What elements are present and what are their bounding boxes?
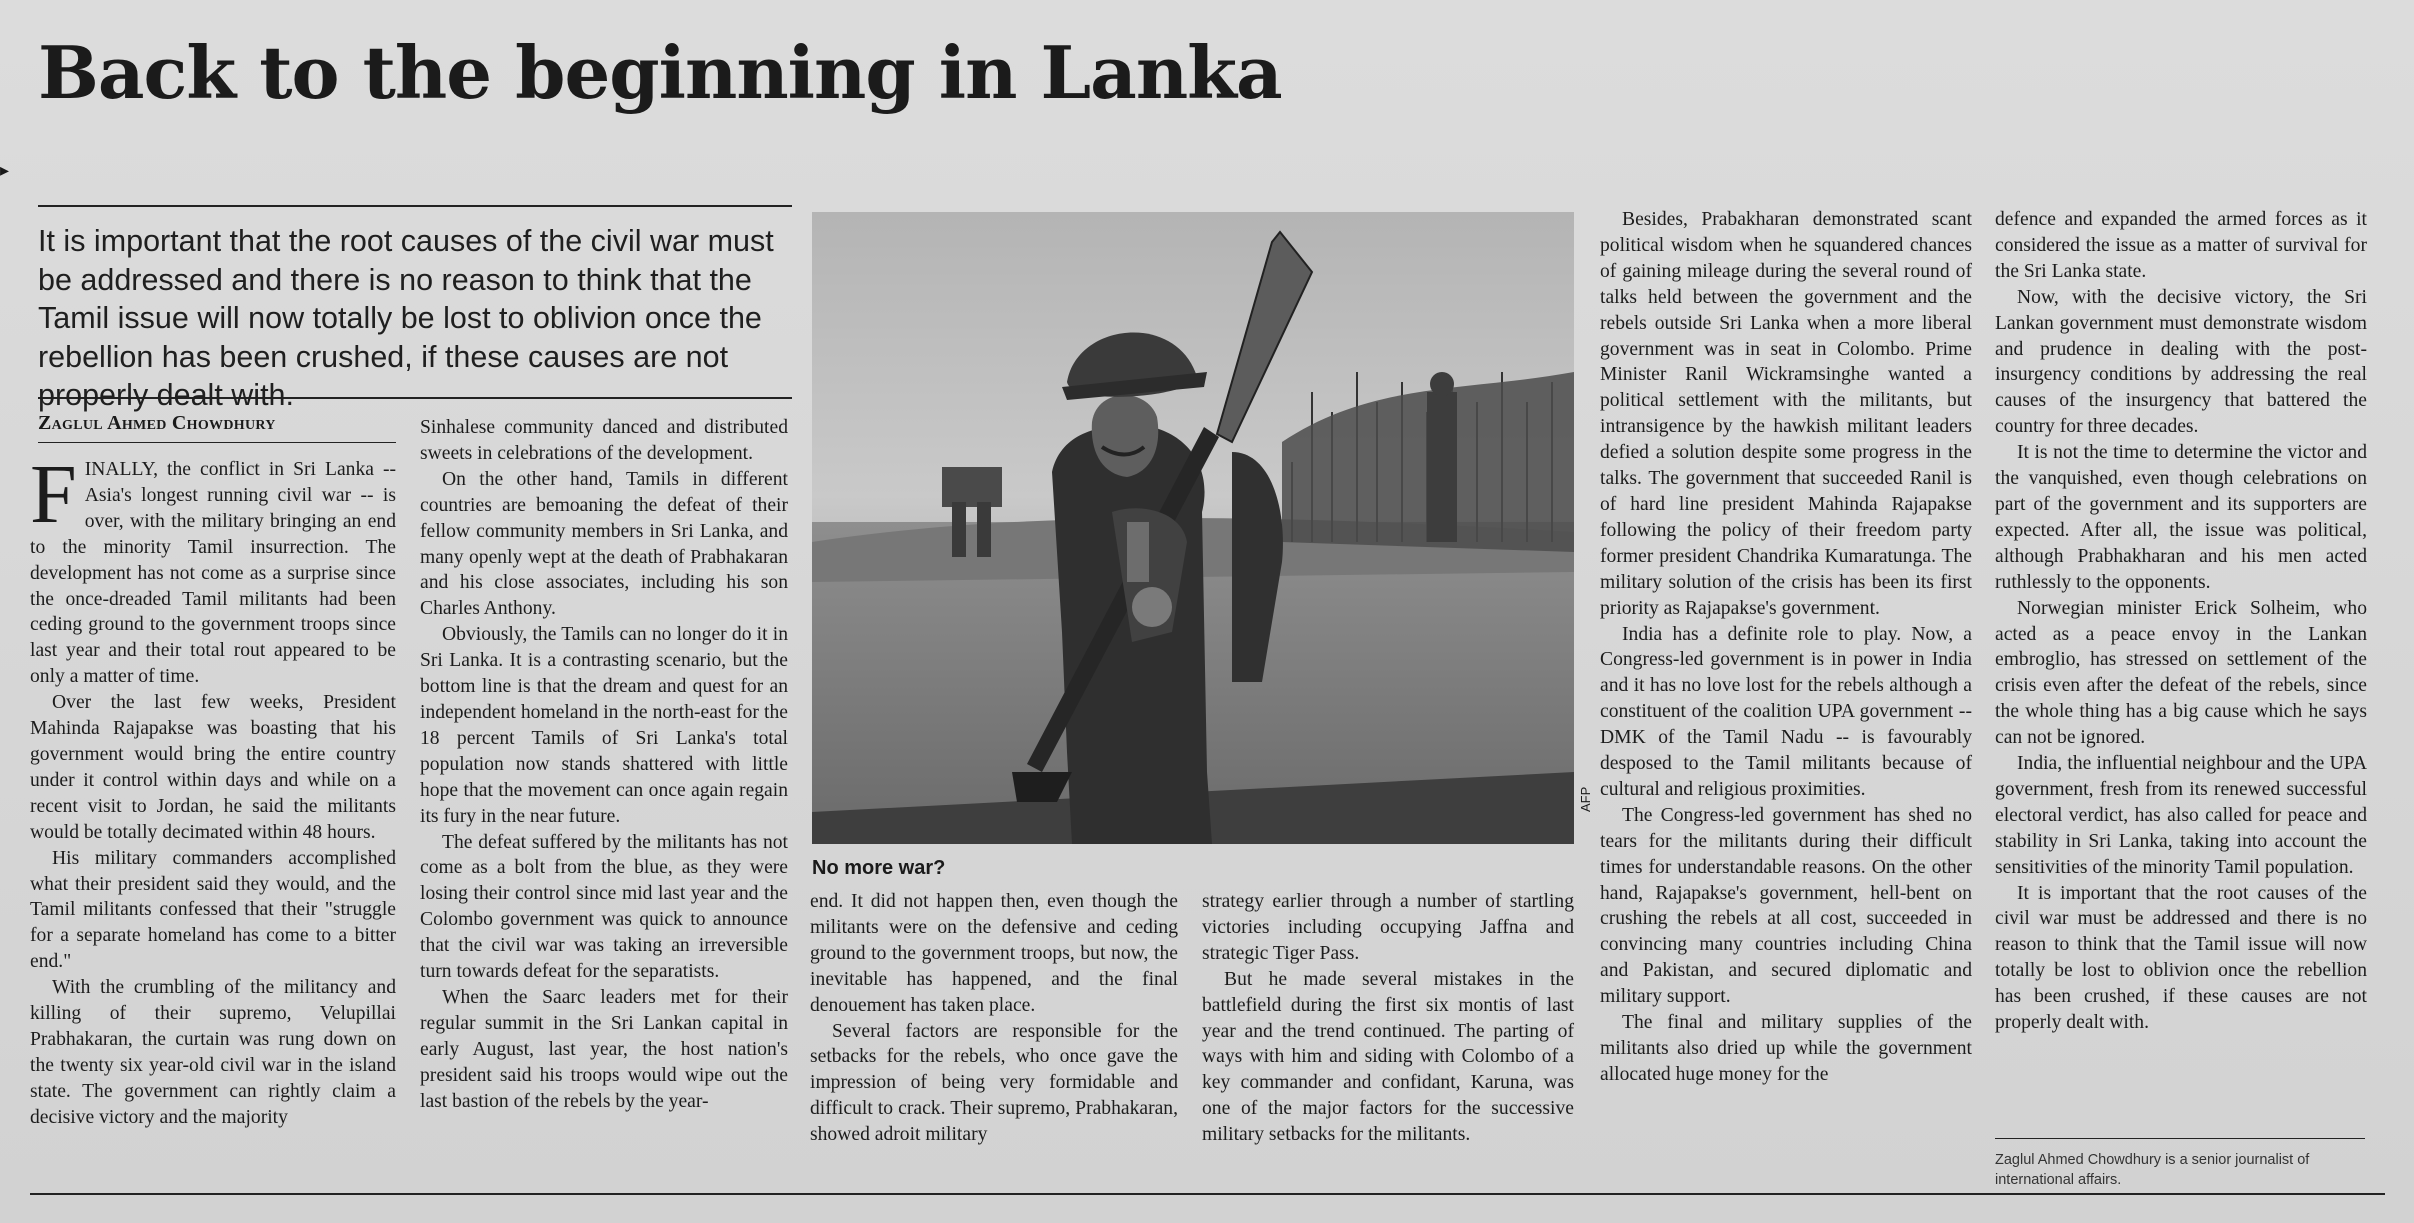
article-paragraph: With the crumbling of the militancy and killing of their supremo, Velupillai Prabhakaran, the curtain was rung down on the twenty six year-old civil war in the island state. The government can rightly claim a decisive victory and the majority xyxy=(30,977,396,1128)
article-paragraph: The defeat suffered by the militants has not come as a bolt from the blue, as they were losing their control since mid last year and the Colombo government was quick to announce that the civil war was taking an irreversible turn towards defeat for the separatists. xyxy=(420,831,788,983)
rule-page-bottom xyxy=(30,1193,2385,1195)
article-paragraph: On the other hand, Tamils in different countries are bemoaning the defeat of their fellow community members in Sri Lanka, and many openly wept at the death of Prabhakaran and his close associates, including his son Charles Anthony. xyxy=(420,468,788,620)
article-paragraph: India, the influential neighbour and the UPA government, fresh from its renewed successful electoral verdict, has also called for peace and stability in Sri Lanka, taking into account the sensitivities of the minority Tamil population. xyxy=(1995,753,2367,878)
article-column-2 xyxy=(420,415,788,1114)
author-bio: Zaglul Ahmed Chowdhury is a senior journalist of international affairs. xyxy=(1995,1152,2310,1188)
article-column-6 xyxy=(1995,207,2367,1036)
news-photo xyxy=(812,212,1574,844)
byline: Zaglul Ahmed Chowdhury xyxy=(38,412,276,434)
article-paragraph-text: INALLY, the conflict in Sri Lanka -- Asia's longest running civil war -- is over, with the military bringing an end to the minority Tamil insurrection. The development has not come as a surprise since the once-dreaded Tamil militants had been ceding ground to the government troops since last year and their total rout appeared to be only a matter of time. xyxy=(30,459,396,688)
page-margin-mark: ▸ xyxy=(0,160,10,180)
drop-cap: F xyxy=(30,448,77,541)
article-paragraph: It is important that the root causes of the civil war must be addressed and there is no reason to think that the Tamil issue will now totally be lost to oblivion once the rebellion has been crushed, if these causes are not properly dealt with. xyxy=(1995,882,2367,1034)
article-paragraph xyxy=(30,448,396,690)
headline: Back to the beginning in Lanka xyxy=(38,30,1282,115)
article-column-3 xyxy=(810,889,1178,1148)
soldier-photo-image xyxy=(812,212,1574,844)
article-paragraph: strategy earlier through a number of startling victories including occupying Jaffna and strategic Tiger Pass. xyxy=(1202,891,1574,964)
article-paragraph: His military commanders accomplished what their president said they would, and the Tamil militants confessed that their "struggle for a separate homeland has come to a bitter end." xyxy=(30,847,396,973)
article-paragraph: Now, with the decisive victory, the Sri Lankan government must demonstrate wisdom and prudence in dealing with the post-insurgency conditions by addressing the real causes of the insurgency that battered the country for three decades. xyxy=(1995,286,2367,438)
article-paragraph: Several factors are responsible for the setbacks for the rebels, who once gave the impression of being very formidable and difficult to crack. Their supremo, Prabhakaran, showed adroit military xyxy=(810,1020,1178,1146)
rule-byline xyxy=(38,442,396,443)
article-paragraph: Besides, Prabakharan demonstrated scant political wisdom when he squandered chances of gaining mileage during the several round of talks held between the government and the rebels outside Sri Lanka when a more liberal government was in seat in Colombo. Prime Minister Ranil Wickramsinghe wanted a political settlement with the militants, but intransigence by the hawkish militant leaders defied a solution despite some progress in the talks. The government that succeeded Ranil is of hard line president Mahinda Rajapakse following the policy of their freedom party former president Chandrika Kumaratunga. The military solution of the crisis has been its first priority as Rajapakse's government. xyxy=(1600,209,1972,619)
standfirst: It is important that the root causes of the civil war must be addressed and there is no reason to think that the Tamil issue will now totally be lost to oblivion once the rebellion has been crushed, if these causes are not properly dealt with. xyxy=(38,224,774,412)
article-paragraph: India has a definite role to play. Now, a Congress-led government is in power in India and it has no love lost for the rebels although a constituent of the coalition UPA government -- DMK of the Tamil Nadu -- is favourably desposed to the Tamil militants because of cultural and religious proximities. xyxy=(1600,623,1972,800)
article-column-5 xyxy=(1600,207,1972,1088)
article-paragraph: defence and expanded the armed forces as it considered the issue as a matter of survival for the Sri Lanka state. xyxy=(1995,209,2367,282)
article-paragraph: Norwegian minister Erick Solheim, who acted as a peace envoy in the Lankan embroglio, has stressed on settlement of the crisis even after the defeat of the rebels, since the whole thing has a big cause which he says can not be ignored. xyxy=(1995,597,2367,749)
article-paragraph: When the Saarc leaders met for their regular summit in the Sri Lankan capital in early August, last year, the host nation's president said his troops would wipe out the last bastion of the rebels by the year- xyxy=(420,986,788,1112)
photo-credit: AFP xyxy=(1578,786,1593,812)
article-paragraph: The Congress-led government has shed no tears for the militants during their difficult times for understandable reasons. On the other hand, Rajapakse's government, hell-bent on crushing the rebels at all cost, succeeded in convincing many countries including China and Pakistan, and secured diplomatic and military support. xyxy=(1600,804,1972,1008)
article-column-1 xyxy=(30,448,396,1131)
article-paragraph: Over the last few weeks, President Mahinda Rajapakse was boasting that his government would bring the entire country under it control within days and while on a recent visit to Jordan, he said the militants would be totally decimated within 48 hours. xyxy=(30,692,396,843)
article-paragraph: But he made several mistakes in the battlefield during the first six montis of last year and the trend continued. The parting of ways with him and siding with Colombo of a key commander and confidant, Karuna, was one of the major factors for the successive military setbacks for the militants. xyxy=(1202,968,1574,1146)
rule-top-standfirst xyxy=(38,205,792,207)
article-paragraph: Sinhalese community danced and distributed sweets in celebrations of the development. xyxy=(420,417,788,464)
photo-caption: No more war? xyxy=(812,857,946,879)
article-paragraph: end. It did not happen then, even though the militants were on the defensive and ceding ground to the government troops, but now, the inevitable has happened, and the final denouement has taken place. xyxy=(810,891,1178,1016)
article-paragraph: The final and military supplies of the militants also dried up while the government allocated huge money for the xyxy=(1600,1012,1972,1085)
article-paragraph: Obviously, the Tamils can no longer do it in Sri Lanka. It is a contrasting scenario, but the bottom line is that the dream and quest for an independent homeland in the north-east for the 18 percent Tamils of Sri Lanka's total population now stands shattered with little hope that the movement can once again regain its fury in the near future. xyxy=(420,624,788,827)
rule-bio xyxy=(1995,1138,2365,1139)
article-column-4 xyxy=(1202,889,1574,1148)
article-paragraph: It is not the time to determine the victor and the vanquished, even though celebrations on part of the government and its supporters are expected. After all, the issue was political, although Prabhakharan and his men acted ruthlessly to the opponents. xyxy=(1995,442,2367,593)
